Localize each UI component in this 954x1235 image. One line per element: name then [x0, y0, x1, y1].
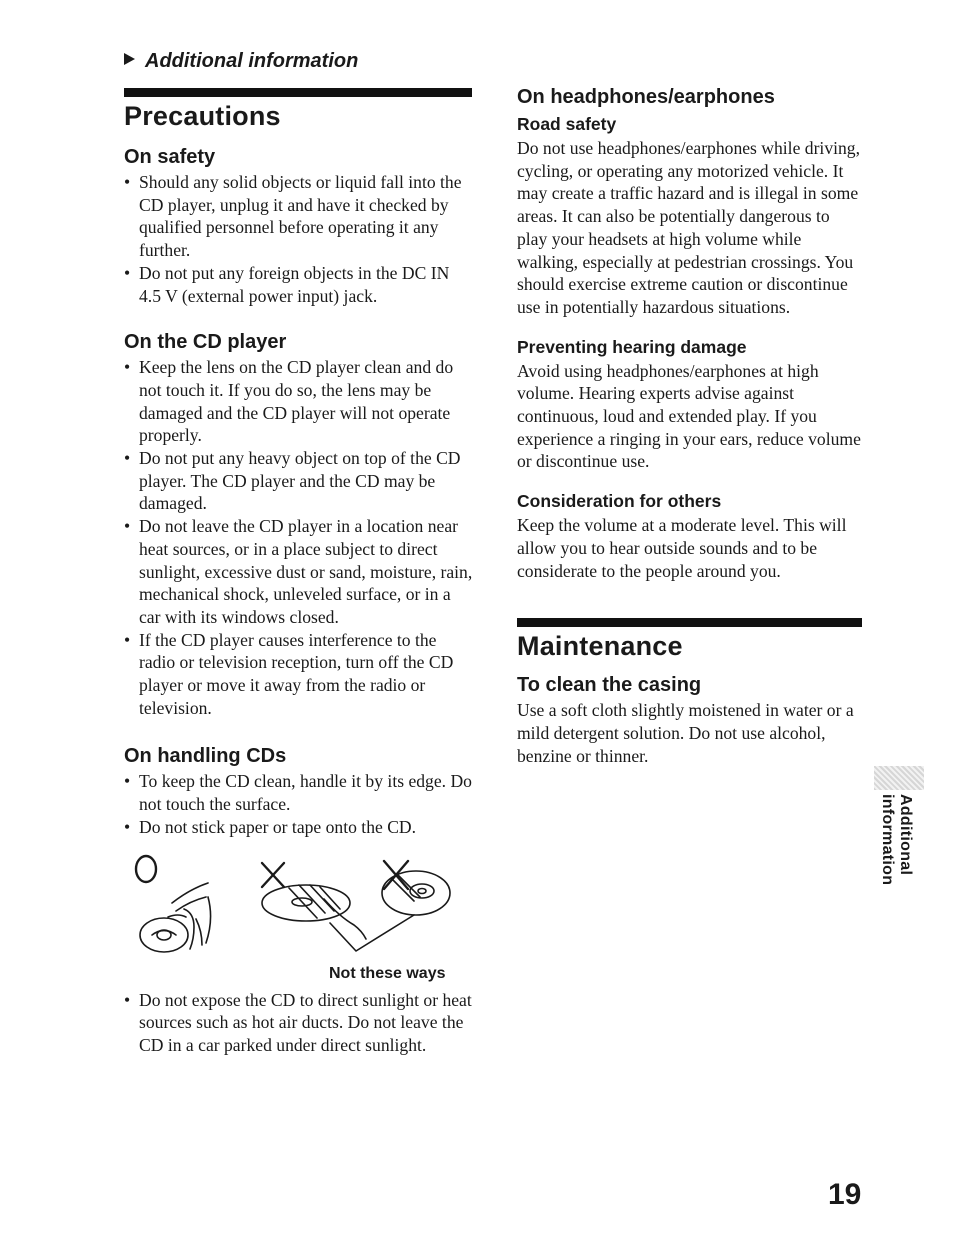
on-cd-player-heading: On the CD player — [124, 331, 287, 354]
consideration-heading: Consideration for others — [517, 491, 722, 512]
on-safety-heading: On safety — [124, 146, 216, 168]
cd-sunlight-list — [124, 989, 474, 1057]
page-number: 19 — [828, 1178, 862, 1211]
section-label-text: Additional information — [145, 50, 359, 72]
list-item: • Should any solid objects or liquid fall into the CD player, unplug it and have it checked by qualified personnel before operating it any further. — [124, 171, 474, 262]
on-cd-player-list — [124, 356, 474, 719]
headphones-title: On headphones/earphones — [517, 86, 775, 108]
on-safety-list — [124, 171, 474, 307]
on-handling-cds-list — [124, 770, 474, 838]
road-safety-text: Do not use headphones/earphones while driving, cycling, or operating any motorized vehicle. It may create a traffic hazard and is illegal in some areas. It can also be potentially dangerous to play your headsets at high volume while walking, especially at pedestrian crossings. You should exercise extreme caution or discontinue use in potentially hazardous situations. — [517, 138, 861, 317]
section-label — [124, 50, 358, 73]
title-rule — [124, 88, 472, 97]
maintenance-rule — [517, 618, 862, 627]
list-item: • Keep the lens on the CD player clean and do not touch it. If you do so, the lens may be damaged and the CD player will not operate properly. — [124, 356, 474, 447]
cd-handling-figure — [124, 853, 474, 983]
hearing-heading: Preventing hearing damage — [517, 336, 747, 357]
road-safety-heading: Road safety — [517, 114, 617, 134]
list-item: • Do not put any foreign objects in the DC IN 4.5 V (external power input) jack. — [124, 262, 474, 307]
figure-caption: Not these ways — [329, 964, 446, 982]
precautions-title: Precautions — [124, 101, 281, 131]
hearing-text: Avoid using headphones/earphones at high volume. Hearing experts advise against continuous, loud and extended play. If you experience a ringing in your ears, reduce volume or discontinue use. — [517, 360, 861, 472]
list-item: • Do not stick paper or tape onto the CD. — [124, 816, 474, 839]
side-tab-label: Additional information — [879, 794, 914, 886]
list-item: • Do not put any heavy object on top of the CD player. The CD player and the CD may be damaged. — [124, 447, 474, 515]
correct-mark-icon — [136, 856, 156, 882]
cd-handling-illustration — [124, 853, 474, 968]
on-handling-cds-heading: On handling CDs — [124, 745, 287, 768]
side-tab — [870, 760, 930, 960]
list-item: • Do not leave the CD player in a location near heat sources, or in a place subject to direct sunlight, excessive dust or sand, moisture, rain, mechanical shock, unleveled surface, or in a car with its windows closed. — [124, 515, 474, 629]
cd-disc-icon — [140, 918, 188, 952]
right-column — [517, 86, 862, 767]
maintenance-title: Maintenance — [517, 631, 683, 662]
hand-icon — [172, 883, 211, 949]
clean-casing-text: Use a soft cloth slightly moistened in water or a mild detergent solution. Do not use alcohol, benzine or thinner. — [517, 700, 854, 766]
list-item: • To keep the CD clean, handle it by its edge. Do not touch the surface. — [124, 770, 474, 815]
wrong-mark-icon — [262, 863, 284, 887]
consideration-text: Keep the volume at a moderate level. This will allow you to hear outside sounds and to be considerate to the people around you. — [517, 515, 847, 581]
clean-casing-heading: To clean the casing — [517, 674, 702, 697]
side-tab-shade — [874, 766, 924, 790]
list-item: • Do not expose the CD to direct sunlight or heat sources such as hot air ducts. Do not leave the CD in a car parked under direct sunlight. — [124, 989, 474, 1057]
triangle-marker-icon — [124, 53, 135, 65]
list-item: • If the CD player causes interference to the radio or television reception, turn off the CD player or move it away from the radio or television. — [124, 629, 474, 720]
left-column — [124, 88, 474, 1057]
